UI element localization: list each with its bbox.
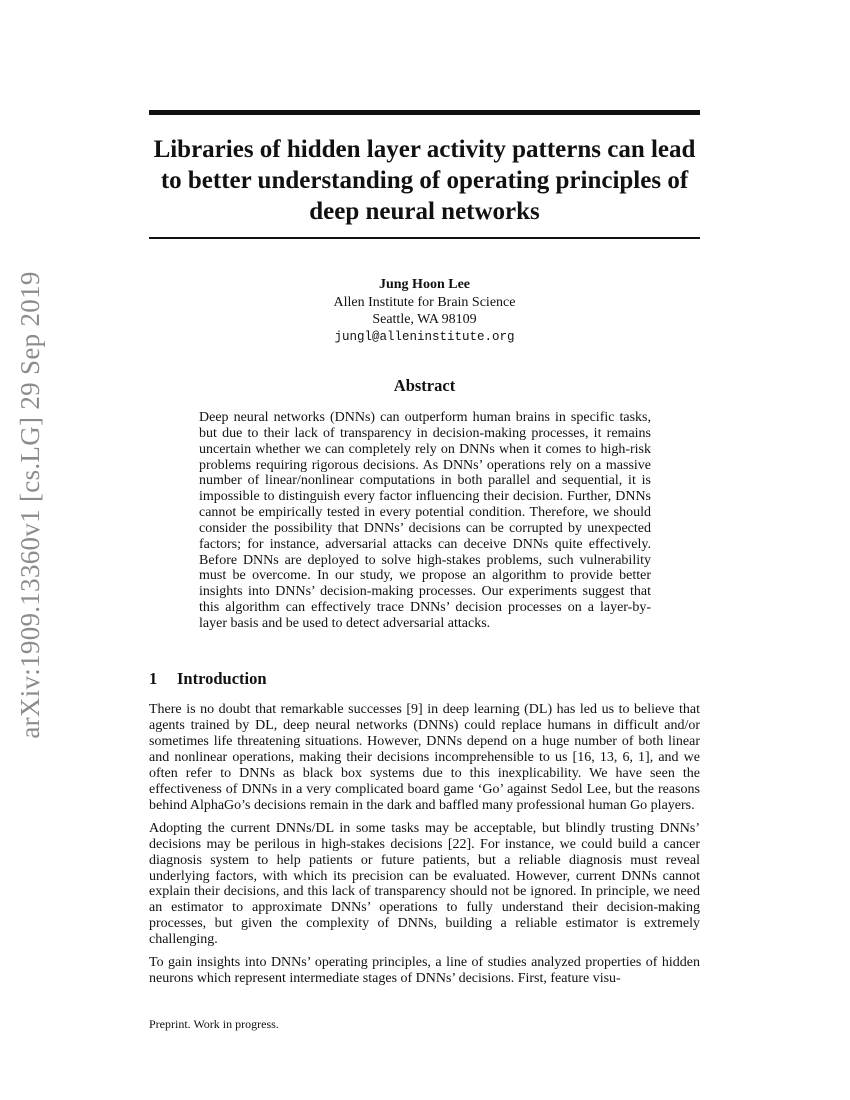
author-block [149, 276, 700, 346]
abstract-heading: Abstract [393, 376, 456, 395]
paper-title: Libraries of hidden layer activity patterns can lead to better understanding of operating principles of deep neural networks [153, 136, 696, 225]
paragraph: There is no doubt that remarkable successes [9] in deep learning (DL) has led us to believe that agents trained by DL, deep neural networks (DNNs) could replace humans in difficult and/or sometimes life threatening situations. However, DNNs depend on a huge number of both linear and nonlinear operations, making their decisions incomprehensible to us [16, 13, 6, 1], and we often refer to DNNs as black box systems due to this inexplicability. We have seen the effectiveness of DNNs in a very complicated board game ‘Go’ against Sedol Lee, but the reasons behind AlphaGo’s decisions remain in the dark and baffled many professional human Go players. [149, 702, 700, 813]
paragraph: Adopting the current DNNs/DL in some tasks may be acceptable, but blindly trusting DNNs’ decisions may be perilous in high-stakes decisions [22]. For instance, we could build a cancer diagnosis system to help patients or future patients, but a reliable diagnosis must reveal underlying factors, with which its precision can be evaluated. However, current DNNs cannot explain their decisions, and this lack of transparency should not be ignored. In principle, we need an estimator to approximate DNNs’ operations to fully understand their decision-making processes, but given the complexity of DNNs, building a reliable estimator is extremely challenging. [149, 820, 700, 948]
abstract-text: Deep neural networks (DNNs) can outperform human brains in specific tasks, but due to their lack of transparency in decision-making processes, it remains uncertain whether we can completely rely on DNNs when it comes to high-risk problems requiring rigorous decisions. As DNNs’ operations rely on a massive number of linear/nonlinear computations in both parallel and sequential, it is impossible to distinguish every factor influencing their decision. Further, DNNs cannot be empirically tested in every potential condition. Therefore, we should consider the possibility that DNNs’ decisions can be corrupted by unexpected factors; for instance, adversarial attacks can deceive DNNs quite effectively. Before DNNs are deployed to solve high-stakes problems, such vulnerability must be overcome. In our study, we propose an algorithm to provide better insights into DNNs’ decision-making processes. Our experiments suggest that this algorithm can effectively trace DNNs’ decision processes on a layer-by-layer basis and be used to detect adversarial attacks. [199, 410, 651, 631]
author-affiliation: Allen Institute for Brain Science [333, 294, 516, 310]
paragraph: To gain insights into DNNs’ operating principles, a line of studies analyzed properties of hidden neurons which represent intermediate stages of DNNs’ decisions. First, feature visu- [149, 955, 700, 987]
preprint-footer: Preprint. Work in progress. [149, 1017, 279, 1031]
author-name: Jung Hoon Lee [378, 277, 470, 292]
author-location: Seattle, WA 98109 [372, 312, 477, 327]
title-top-rule [149, 110, 700, 115]
author-email: jungl@alleninstitute.org [334, 329, 515, 344]
section-heading [149, 669, 700, 689]
arxiv-identifier: arXiv:1909.13360v1 [cs.LG] 29 Sep 2019 [15, 271, 45, 739]
section-title: Introduction [177, 669, 267, 688]
section-number: 1 [149, 669, 158, 688]
introduction-body [149, 702, 700, 994]
title-bottom-rule [149, 237, 700, 239]
